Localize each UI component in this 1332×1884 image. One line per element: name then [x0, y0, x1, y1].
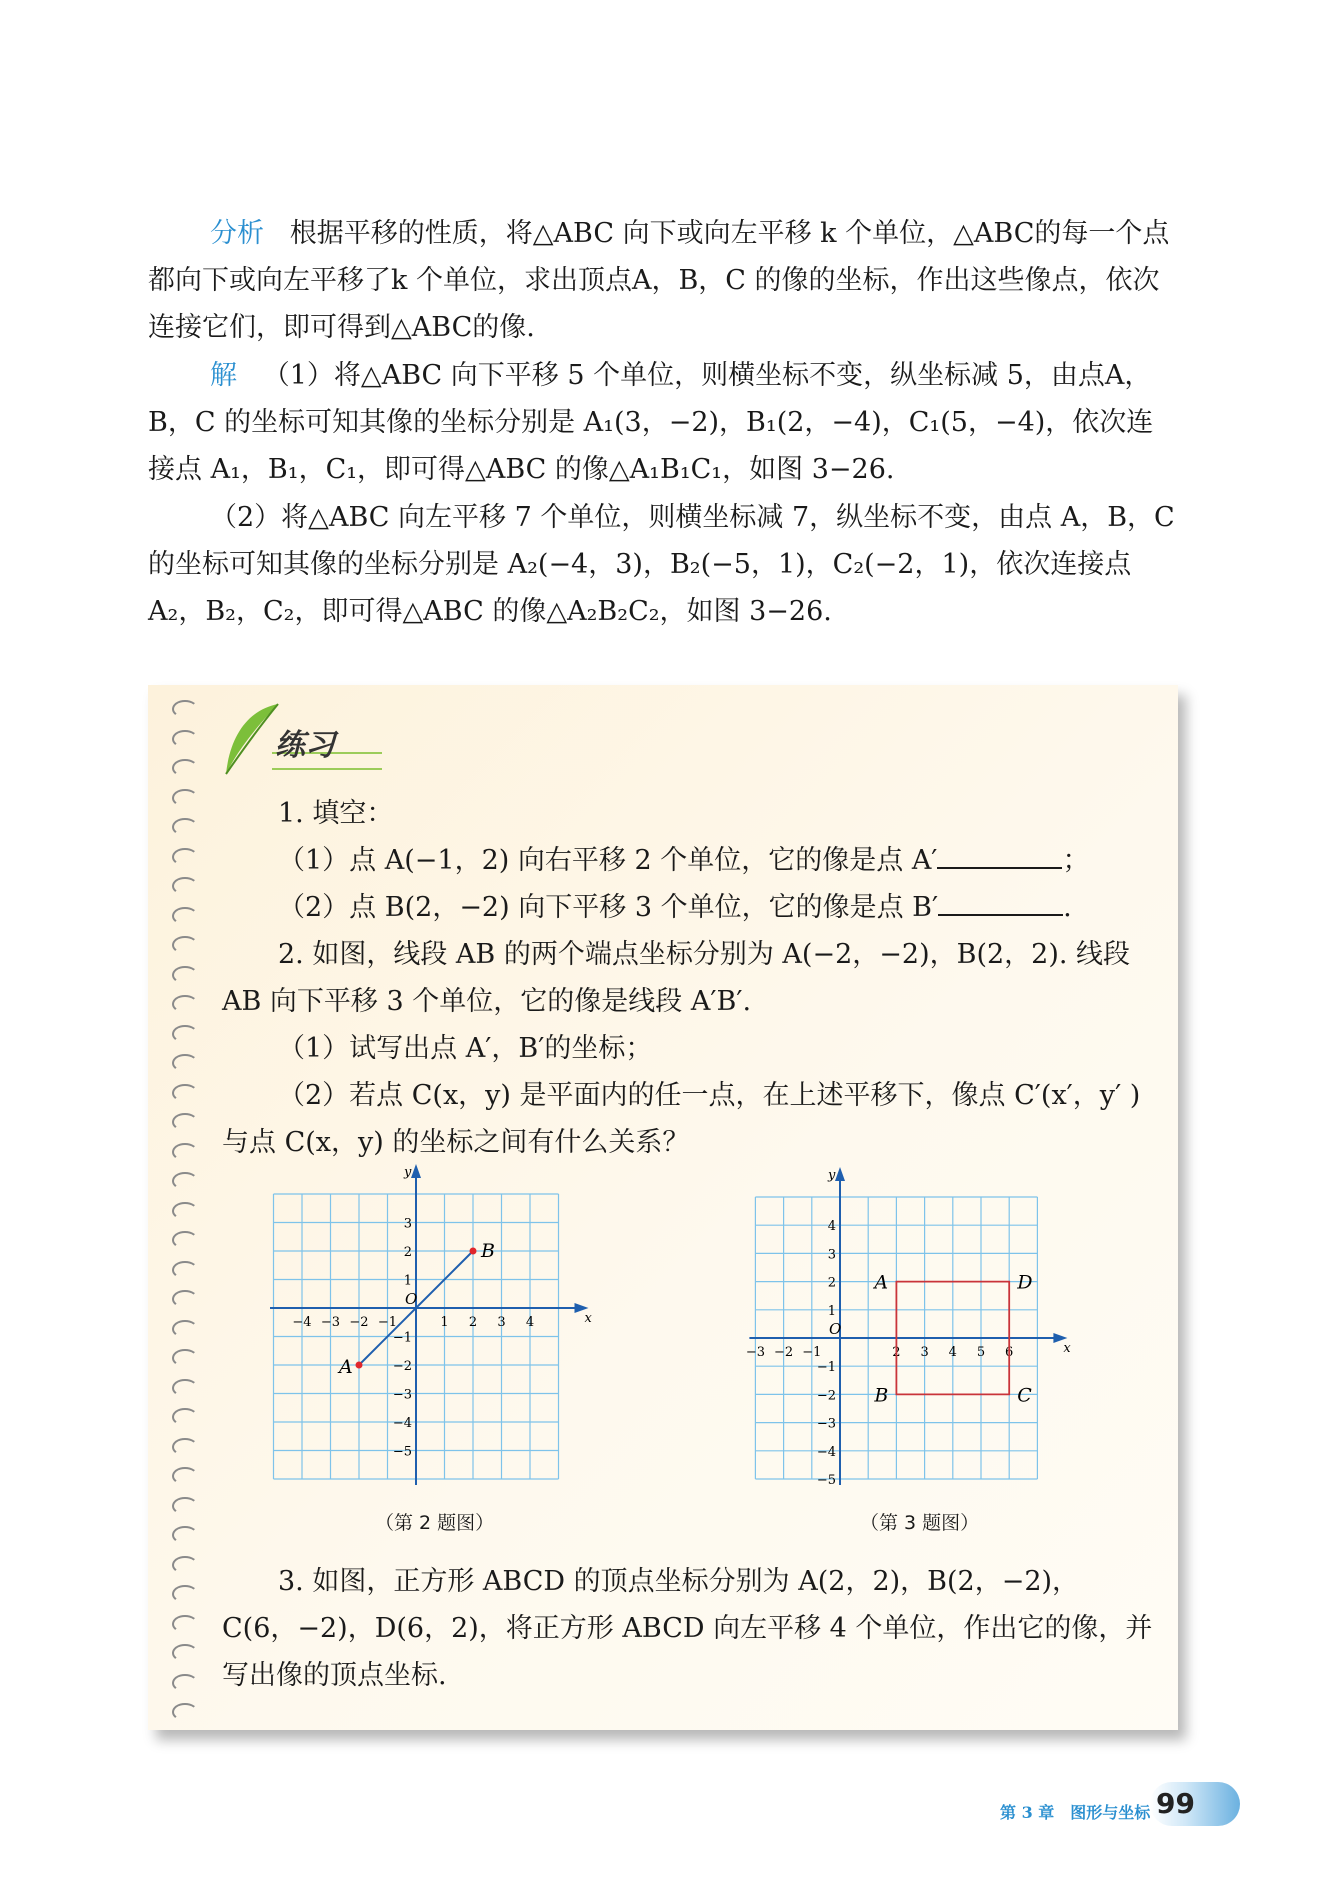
ring-icon	[172, 1054, 198, 1072]
y-tick-label: 2	[827, 1275, 836, 1291]
y-tick-label: 1	[827, 1303, 836, 1319]
x-tick-label: −3	[320, 1315, 341, 1330]
point-label-c: C	[1017, 1384, 1032, 1407]
notebook-rings	[172, 700, 202, 1720]
ring-icon	[172, 1261, 198, 1279]
y-tick-label: −1	[392, 1330, 412, 1346]
solution-part1	[148, 352, 1178, 493]
ring-icon	[172, 1497, 198, 1515]
x-axis-label: x	[584, 1311, 592, 1326]
point-label-b: B	[874, 1384, 889, 1407]
y-tick-label: −2	[816, 1388, 836, 1404]
ring-icon	[172, 1231, 198, 1249]
x-tick-label: 3	[497, 1315, 506, 1330]
ring-icon	[172, 1379, 198, 1397]
ring-icon	[172, 877, 198, 895]
y-tick-label: −3	[816, 1416, 836, 1432]
answer-blank-2[interactable]	[938, 888, 1063, 916]
x-tick-label: 1	[440, 1315, 449, 1330]
question-3: 3. 如图，正方形 ABCD 的顶点坐标分别为 A(2，2)，B(2，−2)，C(6，−2)，D(6，2)，将正方形 ABCD 向左平移 4 个单位，作出它的像，并写出像的顶点坐标.	[222, 1566, 1153, 1691]
x-tick-label: −1	[377, 1315, 398, 1330]
question-1a-end: ；	[1062, 845, 1090, 876]
ring-icon	[172, 730, 198, 748]
y-tick-label: 3	[827, 1247, 836, 1263]
x-tick-label: 2	[892, 1345, 901, 1360]
ring-icon	[172, 789, 198, 807]
solution-part2: （2）将△ABC 向左平移 7 个单位，则横坐标减 7，纵坐标不变，由点 A，B，C 的坐标可知其像的坐标分别是 A₂(−4，3)，B₂(−5，1)，C₂(−2，1)，依次连接点 A₂，B₂，C₂，即可得△ABC 的像△A₂B₂C₂，如图 3−26.	[148, 502, 1175, 627]
ring-icon	[172, 848, 198, 866]
ring-icon	[172, 1172, 198, 1190]
point-label-d: D	[1017, 1271, 1033, 1294]
ring-icon	[172, 1703, 198, 1721]
ring-icon	[172, 1320, 198, 1338]
ring-icon	[172, 1408, 198, 1426]
analysis-paragraph	[148, 210, 1178, 351]
point-label-b: B	[481, 1240, 495, 1262]
point-b	[470, 1248, 477, 1255]
y-axis-arrow-icon	[835, 1167, 845, 1181]
question-2a: （1）试写出点 A′，B′的坐标；	[278, 1033, 653, 1064]
y-tick-label: −1	[816, 1360, 836, 1376]
x-tick-label: −2	[349, 1315, 369, 1330]
y-tick-label: 3	[403, 1216, 412, 1232]
point-label-a: A	[339, 1356, 353, 1378]
ring-icon	[172, 759, 198, 777]
ring-icon	[172, 1556, 198, 1574]
solution-label: 解	[210, 360, 237, 391]
y-tick-label: −4	[816, 1444, 836, 1460]
figure-2-graph	[270, 1160, 600, 1500]
analysis-text: 根据平移的性质，将△ABC 向下或向左平移 k 个单位，△ABC的每一个点都向下或向左平移了k 个单位，求出顶点A，B，C 的像的坐标，作出这些像点，依次连接它们，即可得到△ABC的像.	[148, 218, 1170, 343]
y-tick-label: 1	[403, 1273, 412, 1289]
point-a	[356, 1362, 363, 1369]
y-axis-arrow-icon	[411, 1164, 421, 1178]
ring-icon	[172, 1615, 198, 1633]
ring-icon	[172, 1084, 198, 1102]
y-axis-label: y	[404, 1165, 412, 1180]
x-tick-label: −3	[745, 1345, 765, 1360]
ring-icon	[172, 1644, 198, 1662]
figure-2-caption: （第 2 题图）	[375, 1512, 495, 1534]
ring-icon	[172, 1674, 198, 1692]
ring-icon	[172, 936, 198, 954]
y-tick-label: −2	[392, 1359, 412, 1374]
ring-icon	[172, 1113, 198, 1131]
x-tick-label: −1	[802, 1345, 822, 1360]
ring-icon	[172, 1025, 198, 1043]
figure-3-caption: （第 3 题图）	[860, 1512, 980, 1534]
question-1a-text: （1）点 A(−1，2) 向右平移 2 个单位，它的像是点 A′	[278, 845, 938, 876]
y-tick-label: −5	[392, 1444, 412, 1460]
ring-icon	[172, 1526, 198, 1544]
question-2: 2. 如图，线段 AB 的两个端点坐标分别为 A(−2，−2)，B(2，2). 线段 AB 向下平移 3 个单位，它的像是线段 A′B′.	[222, 939, 1131, 1017]
solution-part1-text: （1）将△ABC 向下平移 5 个单位，则横坐标不变，纵坐标减 5，由点A，B，C 的坐标可知其像的坐标分别是 A₁(3，−2)，B₁(2，−4)，C₁(5，−4)，依次连接点 A₁，B₁，C₁，即可得△ABC 的像△A₁B₁C₁，如图 3−26.	[148, 360, 1154, 485]
ring-icon	[172, 818, 198, 836]
x-tick-label: 4	[948, 1345, 957, 1360]
x-tick-label: −2	[774, 1345, 794, 1360]
ring-icon	[172, 1467, 198, 1485]
origin-label: O	[405, 1290, 418, 1308]
x-tick-label: 5	[976, 1345, 986, 1360]
ring-icon	[172, 1202, 198, 1220]
page-number: 99	[1150, 1782, 1240, 1826]
question-1a	[222, 837, 1162, 884]
y-tick-label: 2	[403, 1245, 412, 1260]
origin-label: O	[829, 1320, 842, 1338]
ring-icon	[172, 1585, 198, 1603]
y-axis-label: y	[828, 1168, 836, 1183]
answer-blank-1[interactable]	[937, 841, 1062, 869]
question-1b-end: .	[1063, 892, 1072, 923]
point-label-a: A	[874, 1271, 889, 1294]
ring-icon	[172, 1438, 198, 1456]
ring-icon	[172, 966, 198, 984]
x-tick-label: 4	[525, 1315, 535, 1330]
question-1b	[222, 884, 1162, 931]
question-2b: （2）若点 C(x，y) 是平面内的任一点，在上述平移下，像点 C′(x′，y′ ) 与点 C(x，y) 的坐标之间有什么关系？	[222, 1080, 1141, 1158]
figure-3-graph	[745, 1160, 1075, 1500]
ring-icon	[172, 700, 198, 718]
question-1: 1. 填空：	[278, 798, 394, 829]
x-tick-label: 6	[1005, 1345, 1014, 1360]
analysis-label: 分析	[210, 218, 264, 249]
x-tick-label: 2	[468, 1315, 478, 1330]
y-tick-label: −4	[392, 1416, 412, 1431]
x-axis-label: x	[1063, 1341, 1071, 1356]
ring-icon	[172, 907, 198, 925]
exercise-title: 练习	[275, 728, 335, 763]
ring-icon	[172, 1349, 198, 1367]
y-tick-label: 4	[827, 1219, 836, 1235]
y-tick-label: −3	[392, 1387, 412, 1403]
ring-icon	[172, 995, 198, 1013]
x-tick-label: −4	[292, 1315, 312, 1330]
y-tick-label: −5	[816, 1473, 836, 1488]
ring-icon	[172, 1290, 198, 1308]
x-tick-label: 3	[920, 1345, 929, 1360]
chapter-label: 第 3 章 图形与坐标	[1000, 1803, 1151, 1822]
ring-icon	[172, 1143, 198, 1161]
question-1b-text: （2）点 B(2，−2) 向下平移 3 个单位，它的像是点 B′	[278, 892, 939, 923]
